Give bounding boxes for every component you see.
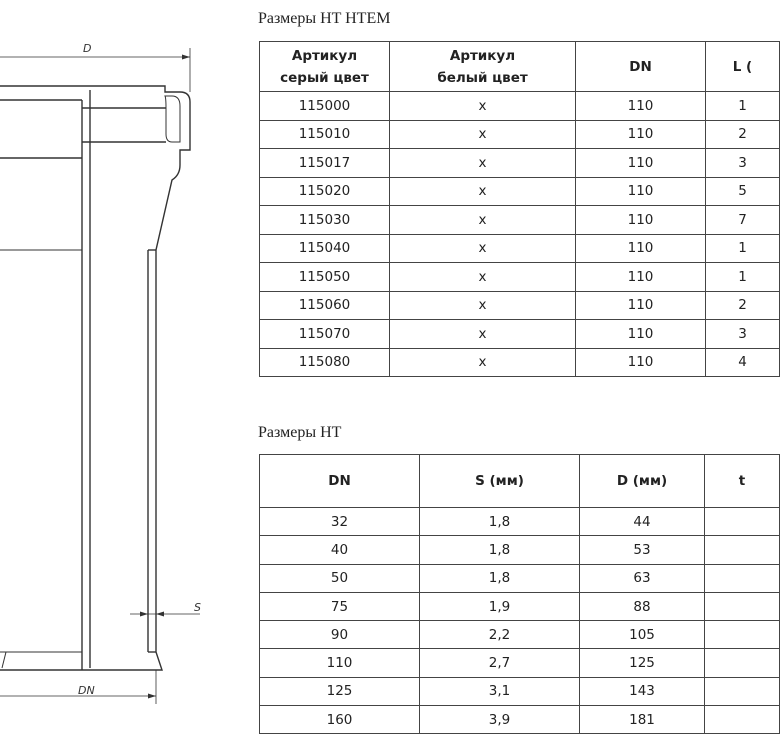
table-cell: 88 xyxy=(580,592,705,620)
dimension-label-s: S xyxy=(194,601,201,614)
column-header: t xyxy=(705,455,780,508)
table-cell: 32 xyxy=(260,508,420,536)
table-row xyxy=(260,621,780,649)
table2-caption: Размеры HT xyxy=(258,424,342,441)
table-cell: 115040 xyxy=(260,234,390,263)
table-cell: 160 xyxy=(260,706,420,734)
table-cell: 2,7 xyxy=(420,649,580,677)
table-cell: x xyxy=(390,206,576,235)
table-cell: x xyxy=(390,149,576,178)
table-cell: 2,2 xyxy=(420,621,580,649)
dimensions-table-ht xyxy=(259,454,780,734)
table-cell: x xyxy=(390,92,576,121)
table-cell xyxy=(705,536,780,564)
table-cell: 2 xyxy=(706,120,780,149)
table-cell: x xyxy=(390,263,576,292)
table-cell xyxy=(705,677,780,705)
column-header: D (мм) xyxy=(580,455,705,508)
table-row xyxy=(260,592,780,620)
table-cell: 110 xyxy=(576,263,706,292)
table-cell: x xyxy=(390,320,576,349)
column-header: DN xyxy=(260,455,420,508)
table-row xyxy=(260,649,780,677)
table-cell: 50 xyxy=(260,564,420,592)
column-header: Артикул белый цвет xyxy=(390,42,576,92)
table-cell: x xyxy=(390,177,576,206)
column-header: L ( xyxy=(706,42,780,92)
table-cell: 3,1 xyxy=(420,677,580,705)
table-cell: 110 xyxy=(576,320,706,349)
column-header: DN xyxy=(576,42,706,92)
table-cell: 3,9 xyxy=(420,706,580,734)
table-cell: 5 xyxy=(706,177,780,206)
table-row xyxy=(260,92,780,121)
table-cell: 1,9 xyxy=(420,592,580,620)
table-row xyxy=(260,536,780,564)
table-cell: 3 xyxy=(706,149,780,178)
table-row xyxy=(260,263,780,292)
table-cell: 1,8 xyxy=(420,564,580,592)
table-cell: 53 xyxy=(580,536,705,564)
table-cell: 90 xyxy=(260,621,420,649)
table-cell: 110 xyxy=(576,177,706,206)
table-cell: 110 xyxy=(576,120,706,149)
table-row xyxy=(260,508,780,536)
table1-caption: Размеры HT HTEM xyxy=(258,10,391,27)
table1-header-row xyxy=(260,42,780,92)
table-row xyxy=(260,564,780,592)
table-cell: 1 xyxy=(706,92,780,121)
table-cell: 115050 xyxy=(260,263,390,292)
table-cell xyxy=(705,706,780,734)
table-cell: 1 xyxy=(706,234,780,263)
table-row xyxy=(260,706,780,734)
table-row xyxy=(260,320,780,349)
table-cell: 40 xyxy=(260,536,420,564)
table-cell: 44 xyxy=(580,508,705,536)
table-cell: 115020 xyxy=(260,177,390,206)
table-cell: 115017 xyxy=(260,149,390,178)
table-cell: 110 xyxy=(576,348,706,377)
dimensions-table-htem xyxy=(259,41,780,377)
table-cell: 1 xyxy=(706,263,780,292)
table-cell: 110 xyxy=(576,206,706,235)
column-header: Артикул серый цвет xyxy=(260,42,390,92)
table-row xyxy=(260,677,780,705)
table-cell xyxy=(705,592,780,620)
table-cell: 1,8 xyxy=(420,508,580,536)
table-cell: 75 xyxy=(260,592,420,620)
table-cell: 1,8 xyxy=(420,536,580,564)
dimension-label-dn: DN xyxy=(78,684,95,697)
table-cell: 63 xyxy=(580,564,705,592)
table-row xyxy=(260,120,780,149)
table-cell: 110 xyxy=(576,92,706,121)
table-cell xyxy=(705,621,780,649)
table-cell: 4 xyxy=(706,348,780,377)
table-cell: x xyxy=(390,120,576,149)
table-cell: 115070 xyxy=(260,320,390,349)
table-cell: 3 xyxy=(706,320,780,349)
table2-header-row xyxy=(260,455,780,508)
table-cell: x xyxy=(390,348,576,377)
table-cell xyxy=(705,564,780,592)
table-cell: 143 xyxy=(580,677,705,705)
table-row xyxy=(260,206,780,235)
table-cell: 115080 xyxy=(260,348,390,377)
table-cell: 110 xyxy=(576,234,706,263)
table-cell: 110 xyxy=(260,649,420,677)
table-cell: 110 xyxy=(576,291,706,320)
table-cell: 115010 xyxy=(260,120,390,149)
table-cell: 7 xyxy=(706,206,780,235)
table-cell: 115000 xyxy=(260,92,390,121)
dimension-label-d: D xyxy=(83,42,92,55)
pipe-drawing xyxy=(0,0,250,750)
table-cell: 105 xyxy=(580,621,705,649)
table-cell xyxy=(705,649,780,677)
table-cell: 2 xyxy=(706,291,780,320)
column-header: S (мм) xyxy=(420,455,580,508)
table-cell: 115030 xyxy=(260,206,390,235)
table-row xyxy=(260,234,780,263)
table-cell: 110 xyxy=(576,149,706,178)
table-row xyxy=(260,149,780,178)
table-cell: 115060 xyxy=(260,291,390,320)
table-cell: 125 xyxy=(260,677,420,705)
table-cell xyxy=(705,508,780,536)
table-cell: 181 xyxy=(580,706,705,734)
table-row xyxy=(260,177,780,206)
table-cell: x xyxy=(390,234,576,263)
table-cell: 125 xyxy=(580,649,705,677)
table-row xyxy=(260,291,780,320)
table-row xyxy=(260,348,780,377)
table-cell: x xyxy=(390,291,576,320)
